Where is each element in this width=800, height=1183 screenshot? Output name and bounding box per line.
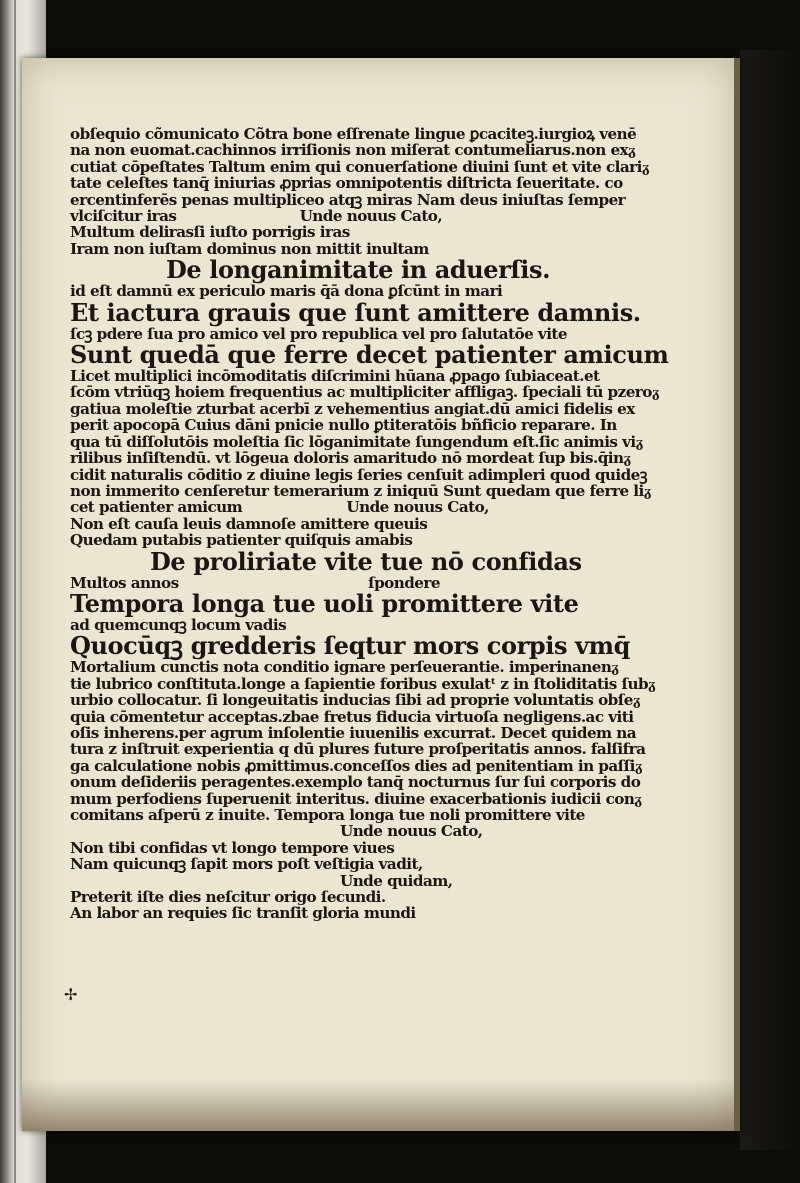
text-line: onum deſideriis peragentes.exemplo tanq̄ nocturnus ſur ſui corporis do [70, 773, 641, 792]
ink-mark-icon: ✢ [64, 985, 78, 1004]
text-line: tie lubrico conſtituta.longe a ſapientie foribus exulatᵗ z in ſtoliditatis ſubᵹ [70, 674, 656, 693]
text-line: non immerito cenſeretur temerarium z iniquū Sunt quedam que ferre liᵹ [70, 481, 652, 500]
text-line: vlciſcitur iras Unde nouus Cato, [70, 207, 443, 226]
text-line: cutiat cōpeſtates Taltum enim qui conuerſatione diuini ſunt et vite clariᵹ [70, 157, 650, 176]
verse-line: Quedam putabis patienter quiſquis amabis [70, 531, 413, 550]
text-line: rilibus inſiſtendū. vt lōgeua doloris amaritudo nō mordeat ſup bis.q̄inᵹ [70, 449, 631, 468]
verse-heading: Tempora longa tue uoli promittere vite [70, 588, 579, 618]
text-line: ga calculatione nobis ꝓmittimus.conceſſos dies ad penitentiam in paſſiᵹ [70, 756, 643, 775]
section-heading: De longanimitate in aduerſis. [166, 255, 551, 285]
verse-line: Non tibi confidas vt longo tempore viues [70, 838, 395, 857]
section-heading: De proliriate vite tue nō confidas [150, 546, 582, 576]
text-line: gatiua moleſtie zturbat acerbī z vehementius angiat.dū amici fidelis ex [70, 399, 635, 418]
verse-heading: Sunt quedā que ferre decet patienter amicum [70, 340, 669, 370]
gloss-line: ad quemcunqꝫ locum vadis [70, 615, 287, 634]
verse-line: Nam quicunqꝫ ſapit mors poſt veſtigia vadit, [70, 855, 423, 874]
verse-heading: Quocūqꝫ gredderis ſeqtur mors corpis vmq̄ [70, 631, 630, 661]
attribution-line: Unde quidam, [340, 871, 453, 890]
verse-line: An labor an requies ſic tranſit gloria mundi [70, 904, 416, 923]
text-line: Licet multiplici incōmoditatis diſcrimini hūana ꝓpago ſubiaceat.et [70, 367, 600, 386]
text-line: urbio collocatur. ſi longeuitatis inducias ſibi ad proprie voluntatis obſeᵹ [70, 691, 641, 710]
page-text [70, 126, 710, 922]
text-line: tura z inſtruit experientia q dū plures future proſperitatis annos. falſifra [70, 740, 646, 759]
text-line: oſis inherens.per agrum inſolentie iuuenilis excurrat. Decet quidem na [70, 723, 637, 742]
verse-line: Multum delirasſi iuſto porrigis iras [70, 223, 350, 242]
text-line: tate celeſtes tanq̄ iniurias ꝓprias omnipotentis diſtricta ſeueritate. co [70, 174, 623, 193]
text-line: ercentinferēs penas multipliceo atqꝫ miras Nam deus iniuſtas ſemper [70, 190, 626, 209]
gloss-line: ſcꝫ pdere ſua pro amico vel pro republica vel pro ſalutatōe vite [70, 324, 568, 343]
text-line: ſcōm vtriūqꝫ hoiem frequentius ac multipliciter affligaꝫ. ſpeciali tū pzeroᵹ [70, 383, 660, 402]
text-line: Mortalium cunctis nota conditio ignare perſeuerantie. imperinanenᵹ [70, 658, 619, 677]
text-line: mum perfodiens ſuperuenit interitus. diuine exacerbationis iudicii conᵹ [70, 789, 642, 808]
text-line: na non euomat.cachinnos irriſionis non miſerat contumeliarus.non exᵹ [70, 141, 636, 160]
gloss-line: id eſt damnū ex periculo maris q̄ā dona ꝑſcūnt in mari [70, 282, 503, 301]
verse-line: Non eſt cauſa leuis damnoſe amittere queuis [70, 514, 428, 533]
text-line: perit apocopā Cuius dāni pnicie nullo ꝑtiteratōis bñficio reparare. In [70, 416, 617, 435]
text-line: quia cōmentetur acceptas.zbae fretus fiducia virtuoſa negligens.ac viti [70, 707, 634, 726]
text-line: qua tū diſſolutōis moleſtia ſic lōganimitate ſungendum eſt.ſic animis viᵹ [70, 432, 643, 451]
verse-heading: Et iactura grauis que ſunt amittere damnis. [70, 297, 641, 327]
text-line: cidit naturalis cōditio z diuine legis ſeries cenſuit adimpleri quod quideꝫ [70, 465, 648, 484]
gloss-line: Multos annos ſpondere [70, 573, 440, 592]
attribution-line: Unde nouus Cato, [340, 822, 483, 841]
text-line: comitans aſperū z inuite. Tempora longa tue noli promittere vite [70, 806, 585, 824]
verse-line: Preterit iſte dies neſcitur origo ſecundi. [70, 888, 386, 907]
page-edge-shadow [740, 50, 800, 1150]
verse-line: Iram non iuſtam dominus non mittit inultam [70, 239, 429, 258]
text-line: obſequio cõmunicato Cõtra bone eſſrenate lingue ꝑcaciteꝫ.iurgioꝝ venē [70, 125, 637, 143]
text-line: cet patienter amicum Unde nouus Cato, [70, 498, 489, 517]
